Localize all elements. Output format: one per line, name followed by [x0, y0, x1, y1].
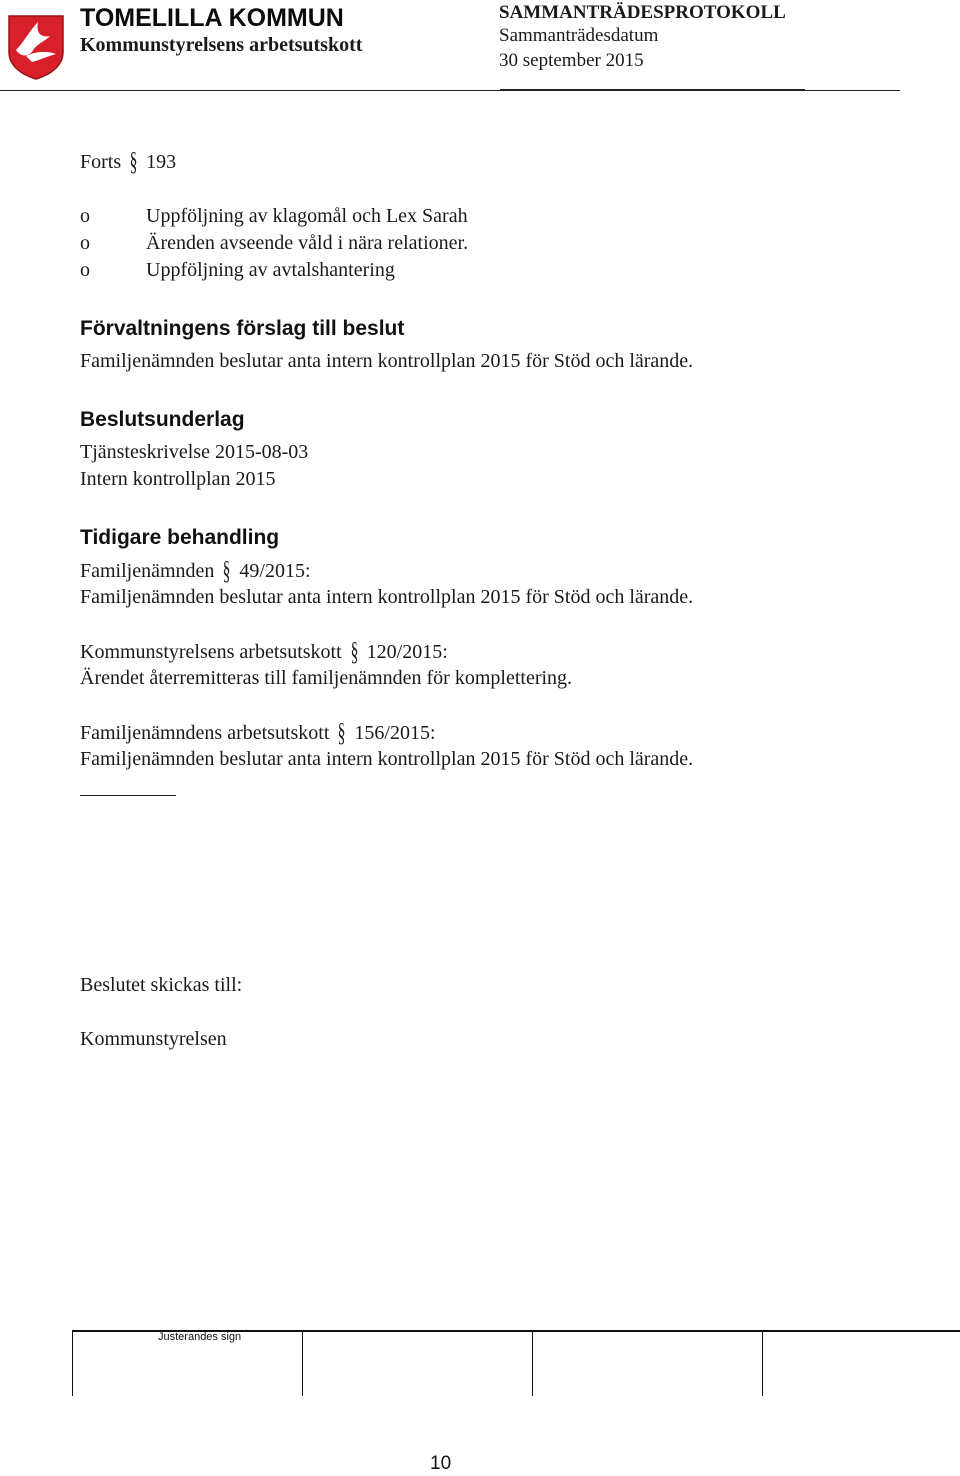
history-body: Kommunstyrelsens arbetsutskott	[80, 641, 342, 663]
signature-box-divider	[532, 1330, 533, 1396]
history-entry-reference	[80, 638, 448, 666]
list-item-text: Ärenden avseende våld i nära relationer.	[146, 232, 469, 254]
history-entry-text: Familjenämnden beslutar anta intern kontrollplan 2015 för Stöd och lärande.	[80, 586, 694, 608]
history-body: Familjenämndens arbetsutskott	[80, 722, 330, 744]
history-entry-text: Familjenämnden beslutar anta intern kontrollplan 2015 för Stöd och lärande.	[80, 748, 694, 770]
history-entry-text: Ärendet återremitteras till familjenämnden för komplettering.	[80, 667, 573, 689]
paragraph-symbol: §	[223, 556, 231, 585]
proposal-heading: Förvaltningens förslag till beslut	[80, 317, 405, 340]
proposal-text: Familjenämnden beslutar anta intern kontrollplan 2015 för Stöd och lärande.	[80, 350, 694, 372]
distribution-label: Beslutet skickas till:	[80, 974, 243, 996]
end-of-decision-rule	[80, 795, 176, 796]
document-type: SAMMANTRÄDESPROTOKOLL	[499, 2, 786, 23]
bullet-marker: o	[80, 259, 90, 281]
history-body: Familjenämnden	[80, 560, 215, 582]
municipality-logo-icon	[6, 12, 66, 80]
list-item	[80, 203, 468, 230]
header-divider-accent	[500, 89, 805, 91]
paragraph-symbol: §	[350, 637, 359, 666]
signature-label: Justerandes sign	[158, 1331, 242, 1343]
section-prefix: Forts	[80, 151, 122, 173]
history-heading: Tidigare behandling	[80, 526, 280, 549]
section-reference	[80, 148, 176, 176]
list-item-text: Uppföljning av klagomål och Lex Sarah	[146, 205, 468, 227]
section-number: 193	[146, 151, 177, 173]
history-number: 120/2015:	[366, 641, 448, 663]
history-number: 156/2015:	[354, 722, 436, 744]
distribution-recipient: Kommunstyrelsen	[80, 1028, 227, 1050]
basis-heading: Beslutsunderlag	[80, 408, 245, 431]
meeting-date-value: 30 september 2015	[499, 50, 644, 71]
organization-name: TOMELILLA KOMMUN	[80, 4, 344, 32]
list-item	[80, 257, 395, 284]
history-entry-reference	[80, 719, 436, 747]
list-item-text: Uppföljning av avtalshantering	[146, 259, 395, 281]
history-entry-reference	[80, 557, 311, 585]
paragraph-symbol: §	[129, 147, 138, 176]
signature-box-divider	[762, 1330, 763, 1396]
signature-box-divider	[302, 1330, 303, 1396]
paragraph-symbol: §	[338, 718, 346, 747]
basis-item: Tjänsteskrivelse 2015-08-03	[80, 441, 309, 463]
meeting-date-label: Sammanträdesdatum	[499, 25, 659, 46]
history-number: 49/2015:	[239, 560, 311, 582]
signature-box-divider	[72, 1330, 73, 1396]
list-item	[80, 230, 468, 257]
bullet-marker: o	[80, 232, 90, 254]
basis-item: Intern kontrollplan 2015	[80, 468, 276, 490]
organization-unit: Kommunstyrelsens arbetsutskott	[80, 34, 363, 56]
page-number: 10	[430, 1453, 452, 1474]
bullet-marker: o	[80, 205, 90, 227]
